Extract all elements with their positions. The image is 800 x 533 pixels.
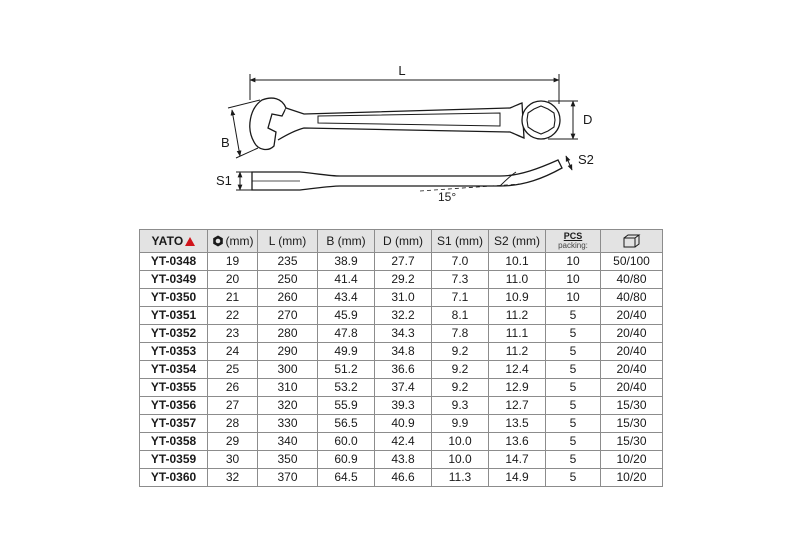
cell-code: YT-0348 [140, 253, 208, 271]
cell-size: 29 [208, 433, 258, 451]
cell-s1: 9.2 [432, 379, 489, 397]
table-body [140, 253, 663, 487]
packing-label: packing: [558, 241, 588, 250]
cell-size: 25 [208, 361, 258, 379]
cell-carton: 40/80 [601, 289, 663, 307]
cell-code: YT-0357 [140, 415, 208, 433]
cell-pcs: 10 [546, 271, 601, 289]
cell-length: 300 [258, 361, 318, 379]
cell-s2: 12.7 [489, 397, 546, 415]
cell-length: 280 [258, 325, 318, 343]
cell-d: 34.8 [375, 343, 432, 361]
hexagon-nut-icon [212, 235, 224, 247]
cell-code: YT-0358 [140, 433, 208, 451]
cell-s2: 10.9 [489, 289, 546, 307]
cell-code: YT-0360 [140, 469, 208, 487]
cell-d: 40.9 [375, 415, 432, 433]
cell-carton: 15/30 [601, 397, 663, 415]
pcs-label: PCS [563, 231, 583, 241]
cell-carton: 20/40 [601, 379, 663, 397]
cell-s1: 7.0 [432, 253, 489, 271]
cell-s2: 14.7 [489, 451, 546, 469]
cell-b: 56.5 [318, 415, 375, 433]
cell-code: YT-0352 [140, 325, 208, 343]
cell-d: 39.3 [375, 397, 432, 415]
cell-pcs: 5 [546, 325, 601, 343]
cell-length: 250 [258, 271, 318, 289]
table-row [140, 289, 663, 307]
cell-carton: 20/40 [601, 361, 663, 379]
cell-carton: 20/40 [601, 325, 663, 343]
cell-length: 320 [258, 397, 318, 415]
cell-d: 32.2 [375, 307, 432, 325]
cell-b: 60.0 [318, 433, 375, 451]
cell-size: 30 [208, 451, 258, 469]
cell-s1: 7.1 [432, 289, 489, 307]
brand-logo: YATO [151, 234, 184, 248]
cell-pcs: 5 [546, 307, 601, 325]
cell-b: 60.9 [318, 451, 375, 469]
label-angle: 15° [438, 190, 457, 204]
cell-pcs: 5 [546, 379, 601, 397]
cell-pcs: 5 [546, 343, 601, 361]
cell-size: 23 [208, 325, 258, 343]
dimension-line-B [232, 110, 240, 156]
cell-b: 47.8 [318, 325, 375, 343]
cell-size: 26 [208, 379, 258, 397]
table-row [140, 361, 663, 379]
table-row [140, 451, 663, 469]
col-b-header: B (mm) [318, 230, 375, 253]
cell-s2: 10.1 [489, 253, 546, 271]
cell-d: 34.3 [375, 325, 432, 343]
cell-size: 24 [208, 343, 258, 361]
cell-s1: 9.2 [432, 361, 489, 379]
cell-size: 32 [208, 469, 258, 487]
label-S2: S2 [578, 152, 594, 167]
col-pcs-header [546, 230, 601, 253]
cell-s1: 11.3 [432, 469, 489, 487]
cell-carton: 20/40 [601, 343, 663, 361]
cell-code: YT-0356 [140, 397, 208, 415]
col-s1-header: S1 (mm) [432, 230, 489, 253]
cell-pcs: 10 [546, 289, 601, 307]
cell-s1: 9.2 [432, 343, 489, 361]
label-S1: S1 [216, 173, 232, 188]
carton-box-icon [623, 234, 641, 248]
cell-b: 51.2 [318, 361, 375, 379]
cell-size: 22 [208, 307, 258, 325]
cell-d: 37.4 [375, 379, 432, 397]
cell-pcs: 10 [546, 253, 601, 271]
cell-s1: 7.8 [432, 325, 489, 343]
cell-d: 42.4 [375, 433, 432, 451]
cell-d: 27.7 [375, 253, 432, 271]
cell-s1: 9.9 [432, 415, 489, 433]
cell-s2: 14.9 [489, 469, 546, 487]
cell-carton: 10/20 [601, 469, 663, 487]
cell-s1: 10.0 [432, 451, 489, 469]
cell-length: 310 [258, 379, 318, 397]
cell-pcs: 5 [546, 451, 601, 469]
cell-b: 45.9 [318, 307, 375, 325]
cell-carton: 15/30 [601, 433, 663, 451]
col-length-header: L (mm) [258, 230, 318, 253]
cell-d: 29.2 [375, 271, 432, 289]
col-size-header [208, 230, 258, 253]
wrench-spec-table [139, 229, 663, 487]
brand-header [140, 230, 208, 253]
cell-b: 38.9 [318, 253, 375, 271]
cell-s2: 11.2 [489, 343, 546, 361]
cell-length: 350 [258, 451, 318, 469]
cell-length: 270 [258, 307, 318, 325]
cell-size: 19 [208, 253, 258, 271]
cell-d: 46.6 [375, 469, 432, 487]
col-carton-header [601, 230, 663, 253]
cell-d: 43.8 [375, 451, 432, 469]
cell-s2: 13.6 [489, 433, 546, 451]
cell-b: 49.9 [318, 343, 375, 361]
cell-d: 31.0 [375, 289, 432, 307]
col-d-header: D (mm) [375, 230, 432, 253]
cell-pcs: 5 [546, 397, 601, 415]
table-row [140, 469, 663, 487]
cell-length: 290 [258, 343, 318, 361]
cell-s1: 7.3 [432, 271, 489, 289]
table-row [140, 343, 663, 361]
wrench-dimension-diagram [0, 0, 800, 225]
cell-code: YT-0353 [140, 343, 208, 361]
label-D: D [583, 112, 593, 127]
cell-s2: 11.0 [489, 271, 546, 289]
cell-size: 27 [208, 397, 258, 415]
cell-size: 21 [208, 289, 258, 307]
table-row [140, 433, 663, 451]
cell-s2: 12.4 [489, 361, 546, 379]
cell-size: 28 [208, 415, 258, 433]
table-row [140, 325, 663, 343]
cell-s2: 12.9 [489, 379, 546, 397]
brand-triangle-icon [185, 237, 195, 246]
cell-s1: 9.3 [432, 397, 489, 415]
label-L: L [398, 63, 406, 78]
cell-b: 41.4 [318, 271, 375, 289]
table-row [140, 397, 663, 415]
cell-code: YT-0355 [140, 379, 208, 397]
cell-s2: 13.5 [489, 415, 546, 433]
cell-b: 55.9 [318, 397, 375, 415]
cell-code: YT-0354 [140, 361, 208, 379]
cell-b: 53.2 [318, 379, 375, 397]
cell-pcs: 5 [546, 469, 601, 487]
wrench-side-view [252, 160, 562, 190]
table-row [140, 271, 663, 289]
cell-code: YT-0351 [140, 307, 208, 325]
cell-code: YT-0359 [140, 451, 208, 469]
table-row [140, 415, 663, 433]
cell-code: YT-0350 [140, 289, 208, 307]
col-s2-header: S2 (mm) [489, 230, 546, 253]
cell-s2: 11.2 [489, 307, 546, 325]
wrench-front-view [250, 98, 560, 149]
cell-length: 370 [258, 469, 318, 487]
cell-code: YT-0349 [140, 271, 208, 289]
cell-s1: 8.1 [432, 307, 489, 325]
cell-b: 43.4 [318, 289, 375, 307]
cell-pcs: 5 [546, 415, 601, 433]
table-row [140, 253, 663, 271]
cell-b: 64.5 [318, 469, 375, 487]
cell-pcs: 5 [546, 433, 601, 451]
cell-carton: 15/30 [601, 415, 663, 433]
cell-length: 330 [258, 415, 318, 433]
table-row [140, 307, 663, 325]
cell-carton: 40/80 [601, 271, 663, 289]
cell-carton: 10/20 [601, 451, 663, 469]
cell-carton: 50/100 [601, 253, 663, 271]
cell-s2: 11.1 [489, 325, 546, 343]
cell-length: 340 [258, 433, 318, 451]
dimension-line-S2 [566, 156, 572, 170]
table-row [140, 379, 663, 397]
cell-pcs: 5 [546, 361, 601, 379]
cell-d: 36.6 [375, 361, 432, 379]
cell-length: 235 [258, 253, 318, 271]
col-size-label: (mm) [225, 234, 254, 248]
cell-size: 20 [208, 271, 258, 289]
cell-length: 260 [258, 289, 318, 307]
label-B: B [221, 135, 230, 150]
table-header-row [140, 230, 663, 253]
cell-carton: 20/40 [601, 307, 663, 325]
cell-s1: 10.0 [432, 433, 489, 451]
